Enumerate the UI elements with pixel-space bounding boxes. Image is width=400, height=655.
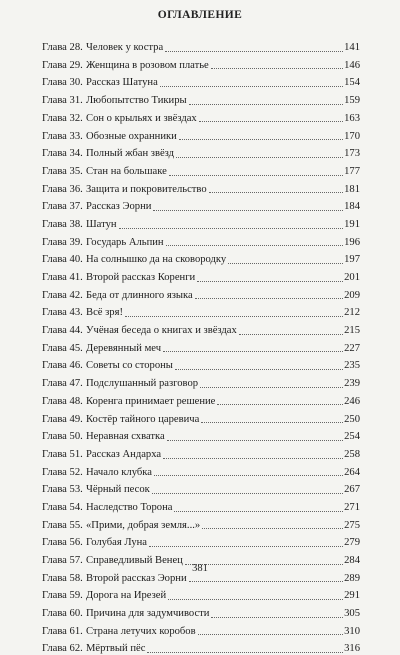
dot-leader bbox=[174, 510, 343, 512]
chapter-title: Рассказ Андарха bbox=[86, 448, 162, 460]
chapter-label: Глава 52. bbox=[42, 466, 83, 478]
chapter-label: Глава 28. bbox=[42, 42, 83, 54]
chapter-title: Рассказ Эорни bbox=[86, 201, 152, 213]
toc-entry bbox=[42, 160, 360, 178]
toc-entry bbox=[42, 213, 360, 231]
dot-leader bbox=[176, 156, 343, 158]
chapter-title: Начало клубка bbox=[86, 466, 152, 478]
dot-leader bbox=[211, 616, 343, 618]
chapter-page-number: 264 bbox=[344, 466, 360, 478]
dot-leader bbox=[165, 50, 343, 52]
chapter-page-number: 227 bbox=[344, 342, 360, 354]
chapter-title: Беда от длинного языка bbox=[86, 289, 193, 301]
dot-leader bbox=[201, 421, 343, 423]
chapter-label: Глава 38. bbox=[42, 218, 83, 230]
dot-leader bbox=[167, 439, 343, 441]
chapter-title: Дорога на Ирезей bbox=[86, 590, 167, 602]
chapter-page-number: 254 bbox=[344, 431, 360, 443]
toc-entry bbox=[42, 195, 360, 213]
chapter-title: Голубая Луна bbox=[86, 537, 147, 549]
chapter-page-number: 279 bbox=[344, 537, 360, 549]
chapter-page-number: 181 bbox=[344, 183, 360, 195]
dot-leader bbox=[169, 174, 343, 176]
chapter-label: Глава 37. bbox=[42, 201, 83, 213]
dot-leader bbox=[119, 227, 344, 229]
chapter-page-number: 196 bbox=[344, 236, 360, 248]
chapter-page-number: 271 bbox=[344, 501, 360, 513]
toc-entry bbox=[42, 124, 360, 142]
chapter-title: Неравная схватка bbox=[86, 431, 165, 443]
dot-leader bbox=[149, 545, 343, 547]
chapter-title: Женщина в розовом платье bbox=[86, 59, 209, 71]
chapter-page-number: 310 bbox=[344, 625, 360, 637]
page-number-footer: 381 bbox=[192, 563, 208, 574]
toc-entry bbox=[42, 602, 360, 620]
toc-entry bbox=[42, 89, 360, 107]
chapter-title: Чёрный песок bbox=[86, 484, 150, 496]
chapter-title: Советы со стороны bbox=[86, 360, 173, 372]
dot-leader bbox=[228, 262, 343, 264]
dot-leader bbox=[154, 474, 343, 476]
chapter-title: Второй рассказ Эорни bbox=[86, 572, 187, 584]
toc-entry bbox=[42, 425, 360, 443]
chapter-page-number: 201 bbox=[344, 272, 360, 284]
dot-leader bbox=[189, 580, 343, 582]
chapter-page-number: 284 bbox=[344, 555, 360, 567]
toc-entry bbox=[42, 231, 360, 249]
chapter-label: Глава 29. bbox=[42, 59, 83, 71]
chapter-label: Глава 33. bbox=[42, 130, 83, 142]
chapter-title: Причина для задумчивости bbox=[86, 608, 210, 620]
chapter-page-number: 141 bbox=[344, 42, 360, 54]
chapter-title: На солнышко да на сковородку bbox=[86, 254, 227, 266]
chapter-title: Коренга принимает решение bbox=[86, 395, 216, 407]
chapter-title: Деревянный меч bbox=[86, 342, 162, 354]
dot-leader bbox=[147, 651, 343, 653]
chapter-label: Глава 35. bbox=[42, 165, 83, 177]
chapter-page-number: 191 bbox=[344, 218, 360, 230]
chapter-title: Сон о крыльях и звёздах bbox=[86, 112, 197, 124]
chapter-label: Глава 43. bbox=[42, 307, 83, 319]
chapter-label: Глава 54. bbox=[42, 501, 83, 513]
toc-entry bbox=[42, 319, 360, 337]
chapter-label: Глава 47. bbox=[42, 378, 83, 390]
toc-entry bbox=[42, 461, 360, 479]
chapter-title: Наследство Торона bbox=[86, 501, 173, 513]
chapter-title: Страна летучих коробов bbox=[86, 625, 196, 637]
chapter-page-number: 275 bbox=[344, 519, 360, 531]
dot-leader bbox=[197, 280, 343, 282]
toc-entry bbox=[42, 54, 360, 72]
chapter-label: Глава 58. bbox=[42, 572, 83, 584]
toc-entry bbox=[42, 478, 360, 496]
dot-leader bbox=[153, 209, 343, 211]
chapter-label: Глава 42. bbox=[42, 289, 83, 301]
chapter-label: Глава 59. bbox=[42, 590, 83, 602]
chapter-label: Глава 32. bbox=[42, 112, 83, 124]
chapter-label: Глава 51. bbox=[42, 448, 83, 460]
chapter-label: Глава 45. bbox=[42, 342, 83, 354]
chapter-label: Глава 53. bbox=[42, 484, 83, 496]
toc-entry bbox=[42, 407, 360, 425]
dot-leader bbox=[209, 191, 343, 193]
toc-entry bbox=[42, 337, 360, 355]
dot-leader bbox=[211, 67, 343, 69]
toc-entry bbox=[42, 354, 360, 372]
dot-leader bbox=[160, 85, 343, 87]
toc-entry bbox=[42, 514, 360, 532]
chapter-label: Глава 39. bbox=[42, 236, 83, 248]
chapter-label: Глава 41. bbox=[42, 272, 83, 284]
chapter-page-number: 267 bbox=[344, 484, 360, 496]
chapter-title: Человек у костра bbox=[86, 42, 164, 54]
chapter-page-number: 197 bbox=[344, 254, 360, 266]
chapter-title: Полный жбан звёзд bbox=[86, 148, 175, 160]
dot-leader bbox=[179, 138, 343, 140]
chapter-label: Глава 62. bbox=[42, 643, 83, 655]
chapter-title: Защита и покровительство bbox=[86, 183, 207, 195]
chapter-page-number: 154 bbox=[344, 77, 360, 89]
toc-entry bbox=[42, 36, 360, 54]
toc-entry bbox=[42, 284, 360, 302]
chapter-page-number: 305 bbox=[344, 608, 360, 620]
toc-entry bbox=[42, 637, 360, 655]
dot-leader bbox=[166, 244, 344, 246]
chapter-title: Государь Альпин bbox=[86, 236, 164, 248]
chapter-page-number: 258 bbox=[344, 448, 360, 460]
chapter-label: Глава 44. bbox=[42, 325, 83, 337]
toc-entry bbox=[42, 496, 360, 514]
toc-entry bbox=[42, 71, 360, 89]
chapter-page-number: 184 bbox=[344, 201, 360, 213]
toc-entry bbox=[42, 301, 360, 319]
chapter-title: Костёр тайного царевича bbox=[86, 413, 200, 425]
chapter-page-number: 316 bbox=[344, 643, 360, 655]
dot-leader bbox=[200, 386, 343, 388]
chapter-page-number: 159 bbox=[344, 95, 360, 107]
chapter-title: Всё зря! bbox=[86, 307, 124, 319]
chapter-label: Глава 30. bbox=[42, 77, 83, 89]
toc-entry bbox=[42, 443, 360, 461]
chapter-page-number: 215 bbox=[344, 325, 360, 337]
chapter-label: Глава 46. bbox=[42, 360, 83, 372]
page-title: ОГЛАВЛЕНИЕ bbox=[157, 9, 243, 21]
chapter-label: Глава 40. bbox=[42, 254, 83, 266]
chapter-page-number: 146 bbox=[344, 59, 360, 71]
dot-leader bbox=[189, 103, 343, 105]
dot-leader bbox=[163, 457, 343, 459]
dot-leader bbox=[239, 333, 343, 335]
chapter-label: Глава 34. bbox=[42, 148, 83, 160]
dot-leader bbox=[199, 120, 343, 122]
chapter-page-number: 250 bbox=[344, 413, 360, 425]
dot-leader bbox=[195, 297, 343, 299]
chapter-page-number: 212 bbox=[344, 307, 360, 319]
chapter-title: Любопытство Тикиры bbox=[86, 95, 187, 107]
chapter-title: Подслушанный разговор bbox=[86, 378, 199, 390]
toc-entry bbox=[42, 107, 360, 125]
dot-leader bbox=[163, 350, 343, 352]
chapter-page-number: 209 bbox=[344, 289, 360, 301]
chapter-label: Глава 50. bbox=[42, 431, 83, 443]
chapter-title: Учёная беседа о книгах и звёздах bbox=[86, 325, 237, 337]
toc-entry bbox=[42, 142, 360, 160]
chapter-title: Справедливый Венец bbox=[86, 555, 183, 567]
chapter-label: Глава 60. bbox=[42, 608, 83, 620]
chapter-page-number: 163 bbox=[344, 112, 360, 124]
dot-leader bbox=[198, 633, 343, 635]
toc-entry bbox=[42, 178, 360, 196]
dot-leader bbox=[125, 315, 343, 317]
chapter-label: Глава 31. bbox=[42, 95, 83, 107]
toc-entry bbox=[42, 584, 360, 602]
chapter-page-number: 177 bbox=[344, 165, 360, 177]
chapter-title: Шатун bbox=[86, 218, 117, 230]
dot-leader bbox=[175, 368, 343, 370]
toc-entry bbox=[42, 620, 360, 638]
chapter-page-number: 173 bbox=[344, 148, 360, 160]
toc-entry bbox=[42, 248, 360, 266]
chapter-page-number: 170 bbox=[344, 130, 360, 142]
chapter-label: Глава 48. bbox=[42, 395, 83, 407]
chapter-label: Глава 36. bbox=[42, 183, 83, 195]
chapter-title: «Прими, добрая земля...» bbox=[86, 519, 201, 531]
chapter-label: Глава 49. bbox=[42, 413, 83, 425]
chapter-label: Глава 61. bbox=[42, 625, 83, 637]
dot-leader bbox=[202, 527, 343, 529]
dot-leader bbox=[152, 492, 343, 494]
chapter-title: Обозные охранники bbox=[86, 130, 177, 142]
toc-entry bbox=[42, 390, 360, 408]
chapter-page-number: 235 bbox=[344, 360, 360, 372]
chapter-page-number: 239 bbox=[344, 378, 360, 390]
chapter-title: Рассказ Шатуна bbox=[86, 77, 158, 89]
chapter-title: Второй рассказ Коренги bbox=[86, 272, 196, 284]
dot-leader bbox=[217, 403, 343, 405]
toc-entry bbox=[42, 372, 360, 390]
chapter-label: Глава 57. bbox=[42, 555, 83, 567]
chapter-page-number: 289 bbox=[344, 572, 360, 584]
chapter-title: Мёртвый пёс bbox=[86, 643, 146, 655]
chapter-page-number: 291 bbox=[344, 590, 360, 602]
chapter-label: Глава 56. bbox=[42, 537, 83, 549]
toc-entry bbox=[42, 531, 360, 549]
toc-entry bbox=[42, 266, 360, 284]
chapter-title: Стан на большаке bbox=[86, 165, 167, 177]
chapter-page-number: 246 bbox=[344, 395, 360, 407]
chapter-label: Глава 55. bbox=[42, 519, 83, 531]
